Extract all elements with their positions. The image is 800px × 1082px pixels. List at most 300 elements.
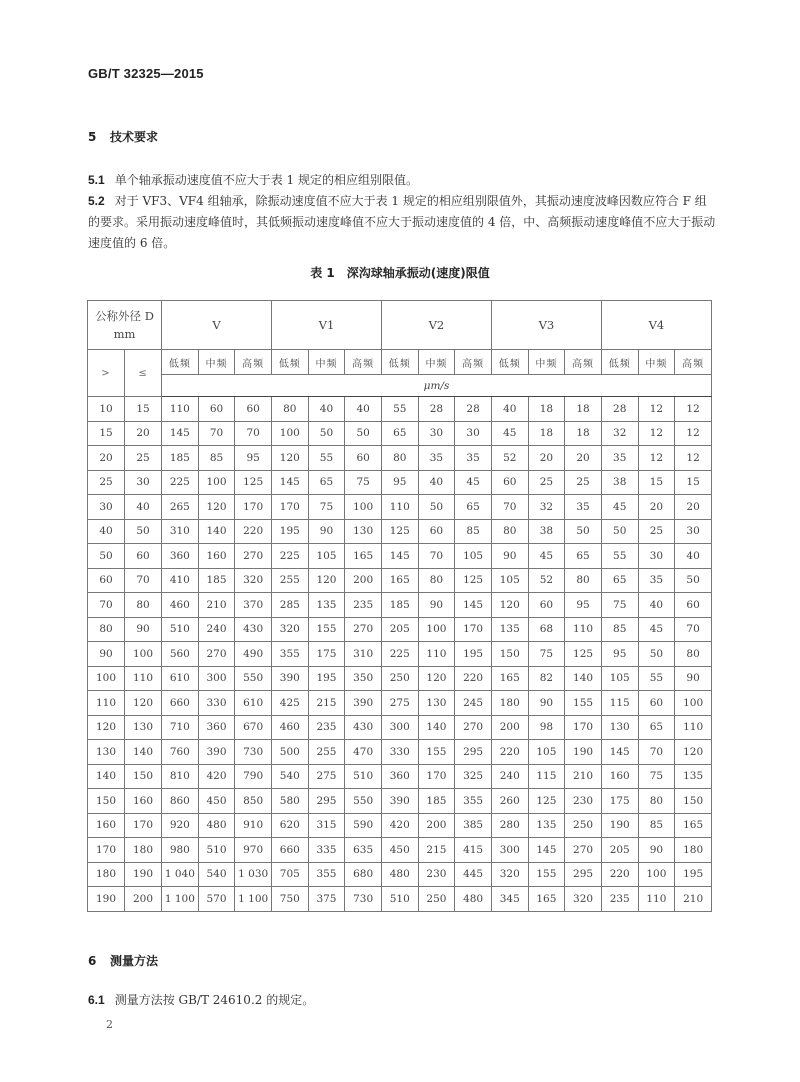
limit-value-cell: 235 bbox=[345, 593, 382, 618]
limit-value-cell: 275 bbox=[381, 691, 418, 716]
band-header: 低频 bbox=[491, 350, 528, 375]
limit-value-cell: 175 bbox=[601, 789, 638, 814]
limit-value-cell: 185 bbox=[418, 789, 455, 814]
limit-value-cell: 60 bbox=[638, 691, 675, 716]
limit-value-cell: 110 bbox=[565, 617, 602, 642]
standard-number: GB/T 32325—2015 bbox=[88, 66, 204, 81]
limit-value-cell: 12 bbox=[675, 446, 712, 471]
limit-value-cell: 315 bbox=[308, 813, 345, 838]
limit-value-cell: 210 bbox=[198, 593, 235, 618]
limit-value-cell: 90 bbox=[491, 544, 528, 569]
diameter-gt-cell: 40 bbox=[88, 519, 125, 544]
limit-value-cell: 265 bbox=[162, 495, 199, 520]
limit-value-cell: 155 bbox=[308, 617, 345, 642]
limit-value-cell: 450 bbox=[198, 789, 235, 814]
limit-value-cell: 75 bbox=[308, 495, 345, 520]
band-header: 高频 bbox=[345, 350, 382, 375]
limit-value-cell: 80 bbox=[638, 789, 675, 814]
limit-value-cell: 330 bbox=[198, 691, 235, 716]
limit-value-cell: 85 bbox=[198, 446, 235, 471]
limit-value-cell: 55 bbox=[381, 397, 418, 422]
limit-value-cell: 15 bbox=[638, 470, 675, 495]
limit-value-cell: 100 bbox=[638, 862, 675, 887]
limit-value-cell: 425 bbox=[271, 691, 308, 716]
group-header: V bbox=[162, 301, 272, 350]
limit-value-cell: 50 bbox=[565, 519, 602, 544]
limit-value-cell: 460 bbox=[271, 715, 308, 740]
limit-value-cell: 810 bbox=[162, 764, 199, 789]
diameter-le-cell: 15 bbox=[125, 397, 162, 422]
table-header-groups bbox=[88, 301, 712, 350]
limit-value-cell: 140 bbox=[418, 715, 455, 740]
limit-value-cell: 325 bbox=[455, 764, 492, 789]
limit-value-cell: 120 bbox=[675, 740, 712, 765]
limit-value-cell: 510 bbox=[345, 764, 382, 789]
limit-value-cell: 60 bbox=[675, 593, 712, 618]
limit-value-cell: 125 bbox=[528, 789, 565, 814]
clause-text: 对于 VF3、VF4 组轴承，除振动速度值不应大于表 1 规定的相应组别限值外，其振动速度波峰因数应符合 F 组的要求。采用振动速度峰值时，其低频振动速度峰值不应大于振动速度值的 4 倍，中、高频振动速度峰值不应大于振动速度值的 6 倍。 bbox=[88, 194, 716, 250]
diameter-gt-cell: 160 bbox=[88, 813, 125, 838]
table-row bbox=[88, 446, 712, 471]
limit-value-cell: 270 bbox=[345, 617, 382, 642]
limit-value-cell: 330 bbox=[381, 740, 418, 765]
table-row bbox=[88, 813, 712, 838]
limit-value-cell: 165 bbox=[381, 568, 418, 593]
limit-value-cell: 130 bbox=[345, 519, 382, 544]
limit-value-cell: 590 bbox=[345, 813, 382, 838]
table-row bbox=[88, 887, 712, 912]
limit-value-cell: 65 bbox=[601, 568, 638, 593]
limit-value-cell: 390 bbox=[345, 691, 382, 716]
limit-value-cell: 60 bbox=[235, 397, 272, 422]
limit-value-cell: 45 bbox=[601, 495, 638, 520]
limit-value-cell: 105 bbox=[308, 544, 345, 569]
limit-value-cell: 60 bbox=[198, 397, 235, 422]
limit-value-cell: 680 bbox=[345, 862, 382, 887]
less-or-equal-header: ≤ bbox=[125, 350, 162, 397]
limit-value-cell: 38 bbox=[528, 519, 565, 544]
section-number: 6 bbox=[88, 954, 97, 968]
limit-value-cell: 250 bbox=[565, 813, 602, 838]
limit-value-cell: 135 bbox=[308, 593, 345, 618]
band-header: 高频 bbox=[675, 350, 712, 375]
limit-value-cell: 32 bbox=[601, 421, 638, 446]
table-row bbox=[88, 691, 712, 716]
diameter-le-cell: 150 bbox=[125, 764, 162, 789]
limit-value-cell: 70 bbox=[198, 421, 235, 446]
limit-value-cell: 75 bbox=[638, 764, 675, 789]
limit-value-cell: 80 bbox=[675, 642, 712, 667]
diameter-gt-cell: 20 bbox=[88, 446, 125, 471]
limit-value-cell: 165 bbox=[491, 666, 528, 691]
limit-value-cell: 285 bbox=[271, 593, 308, 618]
diameter-le-cell: 110 bbox=[125, 666, 162, 691]
limit-value-cell: 790 bbox=[235, 764, 272, 789]
limit-value-cell: 215 bbox=[418, 838, 455, 863]
limit-value-cell: 135 bbox=[491, 617, 528, 642]
limit-value-cell: 260 bbox=[491, 789, 528, 814]
limit-value-cell: 225 bbox=[271, 544, 308, 569]
limit-value-cell: 18 bbox=[565, 421, 602, 446]
limit-value-cell: 145 bbox=[455, 593, 492, 618]
table-row bbox=[88, 642, 712, 667]
limit-value-cell: 390 bbox=[381, 789, 418, 814]
table-row bbox=[88, 862, 712, 887]
diameter-gt-cell: 50 bbox=[88, 544, 125, 569]
limit-value-cell: 920 bbox=[162, 813, 199, 838]
limit-value-cell: 80 bbox=[418, 568, 455, 593]
diameter-gt-cell: 25 bbox=[88, 470, 125, 495]
limit-value-cell: 60 bbox=[418, 519, 455, 544]
table-row bbox=[88, 838, 712, 863]
band-header: 中频 bbox=[638, 350, 675, 375]
diameter-le-cell: 120 bbox=[125, 691, 162, 716]
limit-value-cell: 55 bbox=[601, 544, 638, 569]
limit-value-cell: 110 bbox=[638, 887, 675, 912]
limit-value-cell: 760 bbox=[162, 740, 199, 765]
limit-value-cell: 25 bbox=[565, 470, 602, 495]
limit-value-cell: 710 bbox=[162, 715, 199, 740]
diameter-le-cell: 40 bbox=[125, 495, 162, 520]
limit-value-cell: 20 bbox=[528, 446, 565, 471]
limit-value-cell: 130 bbox=[418, 691, 455, 716]
limit-value-cell: 115 bbox=[528, 764, 565, 789]
limit-value-cell: 170 bbox=[271, 495, 308, 520]
limit-value-cell: 110 bbox=[162, 397, 199, 422]
limit-value-cell: 270 bbox=[565, 838, 602, 863]
limit-value-cell: 220 bbox=[491, 740, 528, 765]
limit-value-cell: 450 bbox=[381, 838, 418, 863]
limit-value-cell: 150 bbox=[675, 789, 712, 814]
limit-value-cell: 540 bbox=[198, 862, 235, 887]
diameter-le-cell: 180 bbox=[125, 838, 162, 863]
limit-value-cell: 705 bbox=[271, 862, 308, 887]
table-row bbox=[88, 666, 712, 691]
diameter-gt-cell: 110 bbox=[88, 691, 125, 716]
limit-value-cell: 85 bbox=[455, 519, 492, 544]
limit-value-cell: 52 bbox=[491, 446, 528, 471]
limit-value-cell: 270 bbox=[235, 544, 272, 569]
limit-value-cell: 75 bbox=[345, 470, 382, 495]
limit-value-cell: 170 bbox=[418, 764, 455, 789]
value-unit: μm/s bbox=[162, 375, 712, 397]
limit-value-cell: 375 bbox=[308, 887, 345, 912]
diameter-le-cell: 130 bbox=[125, 715, 162, 740]
clause-number: 5.1 bbox=[88, 173, 105, 187]
diameter-gt-cell: 100 bbox=[88, 666, 125, 691]
limit-value-cell: 40 bbox=[638, 593, 675, 618]
section-title: 测量方法 bbox=[110, 954, 159, 968]
band-header: 低频 bbox=[381, 350, 418, 375]
limit-value-cell: 660 bbox=[271, 838, 308, 863]
limit-value-cell: 25 bbox=[638, 519, 675, 544]
limit-value-cell: 215 bbox=[308, 691, 345, 716]
diameter-gt-cell: 90 bbox=[88, 642, 125, 667]
vibration-limits-table bbox=[87, 300, 712, 912]
limit-value-cell: 60 bbox=[345, 446, 382, 471]
limit-value-cell: 30 bbox=[455, 421, 492, 446]
limit-value-cell: 75 bbox=[528, 642, 565, 667]
limit-value-cell: 295 bbox=[565, 862, 602, 887]
limit-value-cell: 70 bbox=[491, 495, 528, 520]
limit-value-cell: 280 bbox=[491, 813, 528, 838]
limit-value-cell: 35 bbox=[565, 495, 602, 520]
limit-value-cell: 155 bbox=[528, 862, 565, 887]
limit-value-cell: 30 bbox=[638, 544, 675, 569]
band-header: 低频 bbox=[162, 350, 199, 375]
limit-value-cell: 200 bbox=[491, 715, 528, 740]
limit-value-cell: 1 030 bbox=[235, 862, 272, 887]
limit-value-cell: 75 bbox=[601, 593, 638, 618]
diameter-le-cell: 50 bbox=[125, 519, 162, 544]
band-header: 低频 bbox=[271, 350, 308, 375]
clause-number: 6.1 bbox=[88, 993, 105, 1007]
limit-value-cell: 95 bbox=[381, 470, 418, 495]
table-body bbox=[88, 397, 712, 912]
band-header: 高频 bbox=[455, 350, 492, 375]
table-row bbox=[88, 397, 712, 422]
limit-value-cell: 95 bbox=[601, 642, 638, 667]
limit-value-cell: 910 bbox=[235, 813, 272, 838]
limit-value-cell: 50 bbox=[601, 519, 638, 544]
limit-value-cell: 245 bbox=[455, 691, 492, 716]
limit-value-cell: 80 bbox=[565, 568, 602, 593]
table-row bbox=[88, 789, 712, 814]
limit-value-cell: 28 bbox=[601, 397, 638, 422]
diameter-gt-cell: 80 bbox=[88, 617, 125, 642]
limit-value-cell: 310 bbox=[162, 519, 199, 544]
limit-value-cell: 30 bbox=[418, 421, 455, 446]
diameter-gt-cell: 170 bbox=[88, 838, 125, 863]
limit-value-cell: 100 bbox=[198, 470, 235, 495]
limit-value-cell: 300 bbox=[198, 666, 235, 691]
diameter-gt-cell: 70 bbox=[88, 593, 125, 618]
limit-value-cell: 80 bbox=[381, 446, 418, 471]
limit-value-cell: 635 bbox=[345, 838, 382, 863]
diameter-le-cell: 140 bbox=[125, 740, 162, 765]
limit-value-cell: 68 bbox=[528, 617, 565, 642]
limit-value-cell: 15 bbox=[675, 470, 712, 495]
limit-value-cell: 355 bbox=[308, 862, 345, 887]
limit-value-cell: 145 bbox=[601, 740, 638, 765]
limit-value-cell: 20 bbox=[675, 495, 712, 520]
limit-value-cell: 160 bbox=[198, 544, 235, 569]
limit-value-cell: 190 bbox=[565, 740, 602, 765]
limit-value-cell: 610 bbox=[235, 691, 272, 716]
limit-value-cell: 125 bbox=[381, 519, 418, 544]
limit-value-cell: 135 bbox=[528, 813, 565, 838]
limit-value-cell: 45 bbox=[455, 470, 492, 495]
limit-value-cell: 300 bbox=[491, 838, 528, 863]
limit-value-cell: 255 bbox=[271, 568, 308, 593]
clause-text: 单个轴承振动速度值不应大于表 1 规定的相应组别限值。 bbox=[114, 173, 418, 187]
clause-5-1 bbox=[88, 170, 718, 191]
limit-value-cell: 28 bbox=[418, 397, 455, 422]
limit-value-cell: 430 bbox=[345, 715, 382, 740]
limit-value-cell: 510 bbox=[381, 887, 418, 912]
diameter-gt-cell: 190 bbox=[88, 887, 125, 912]
limit-value-cell: 750 bbox=[271, 887, 308, 912]
section-title: 技术要求 bbox=[110, 130, 159, 144]
limit-value-cell: 35 bbox=[455, 446, 492, 471]
group-header: V2 bbox=[381, 301, 491, 350]
limit-value-cell: 125 bbox=[455, 568, 492, 593]
limit-value-cell: 570 bbox=[198, 887, 235, 912]
diameter-unit: mm bbox=[113, 327, 136, 341]
limit-value-cell: 370 bbox=[235, 593, 272, 618]
limit-value-cell: 110 bbox=[675, 715, 712, 740]
limit-value-cell: 510 bbox=[162, 617, 199, 642]
limit-value-cell: 50 bbox=[638, 642, 675, 667]
table-row bbox=[88, 568, 712, 593]
limit-value-cell: 320 bbox=[271, 617, 308, 642]
limit-value-cell: 220 bbox=[455, 666, 492, 691]
limit-value-cell: 165 bbox=[345, 544, 382, 569]
limit-value-cell: 480 bbox=[455, 887, 492, 912]
limit-value-cell: 300 bbox=[381, 715, 418, 740]
band-header: 中频 bbox=[198, 350, 235, 375]
limit-value-cell: 65 bbox=[565, 544, 602, 569]
limit-value-cell: 205 bbox=[381, 617, 418, 642]
table-header-bands bbox=[88, 350, 712, 375]
limit-value-cell: 320 bbox=[491, 862, 528, 887]
limit-value-cell: 350 bbox=[345, 666, 382, 691]
limit-value-cell: 60 bbox=[528, 593, 565, 618]
limit-value-cell: 180 bbox=[675, 838, 712, 863]
limit-value-cell: 110 bbox=[381, 495, 418, 520]
section-6-heading bbox=[88, 952, 158, 969]
limit-value-cell: 65 bbox=[381, 421, 418, 446]
limit-value-cell: 560 bbox=[162, 642, 199, 667]
greater-than-header: > bbox=[88, 350, 125, 397]
band-header: 中频 bbox=[308, 350, 345, 375]
limit-value-cell: 390 bbox=[198, 740, 235, 765]
band-header: 中频 bbox=[418, 350, 455, 375]
limit-value-cell: 40 bbox=[308, 397, 345, 422]
table-row bbox=[88, 519, 712, 544]
diameter-gt-cell: 180 bbox=[88, 862, 125, 887]
limit-value-cell: 140 bbox=[565, 666, 602, 691]
limit-value-cell: 200 bbox=[345, 568, 382, 593]
diameter-le-cell: 90 bbox=[125, 617, 162, 642]
limit-value-cell: 50 bbox=[675, 568, 712, 593]
limit-value-cell: 65 bbox=[308, 470, 345, 495]
limit-value-cell: 40 bbox=[345, 397, 382, 422]
limit-value-cell: 18 bbox=[528, 397, 565, 422]
table-row bbox=[88, 764, 712, 789]
limit-value-cell: 12 bbox=[638, 421, 675, 446]
limit-value-cell: 195 bbox=[308, 666, 345, 691]
section-number: 5 bbox=[88, 130, 97, 144]
limit-value-cell: 430 bbox=[235, 617, 272, 642]
group-header: V4 bbox=[601, 301, 711, 350]
limit-value-cell: 295 bbox=[308, 789, 345, 814]
section-5-heading bbox=[88, 128, 158, 145]
diameter-le-cell: 80 bbox=[125, 593, 162, 618]
diameter-le-cell: 190 bbox=[125, 862, 162, 887]
limit-value-cell: 20 bbox=[565, 446, 602, 471]
limit-value-cell: 460 bbox=[162, 593, 199, 618]
clause-text: 测量方法按 GB/T 24610.2 的规定。 bbox=[114, 993, 315, 1007]
diameter-le-cell: 30 bbox=[125, 470, 162, 495]
limit-value-cell: 145 bbox=[162, 421, 199, 446]
limit-value-cell: 860 bbox=[162, 789, 199, 814]
limit-value-cell: 445 bbox=[455, 862, 492, 887]
limit-value-cell: 155 bbox=[565, 691, 602, 716]
limit-value-cell: 170 bbox=[235, 495, 272, 520]
limit-value-cell: 55 bbox=[308, 446, 345, 471]
band-header: 低频 bbox=[601, 350, 638, 375]
limit-value-cell: 52 bbox=[528, 568, 565, 593]
diameter-gt-cell: 130 bbox=[88, 740, 125, 765]
limit-value-cell: 360 bbox=[381, 764, 418, 789]
limit-value-cell: 18 bbox=[528, 421, 565, 446]
limit-value-cell: 12 bbox=[638, 446, 675, 471]
limit-value-cell: 80 bbox=[491, 519, 528, 544]
limit-value-cell: 120 bbox=[418, 666, 455, 691]
limit-value-cell: 155 bbox=[418, 740, 455, 765]
table-row bbox=[88, 421, 712, 446]
limit-value-cell: 120 bbox=[198, 495, 235, 520]
limit-value-cell: 390 bbox=[271, 666, 308, 691]
limit-value-cell: 360 bbox=[198, 715, 235, 740]
limit-value-cell: 45 bbox=[491, 421, 528, 446]
limit-value-cell: 165 bbox=[528, 887, 565, 912]
limit-value-cell: 110 bbox=[418, 642, 455, 667]
limit-value-cell: 45 bbox=[528, 544, 565, 569]
limit-value-cell: 160 bbox=[601, 764, 638, 789]
table-row bbox=[88, 740, 712, 765]
limit-value-cell: 190 bbox=[601, 813, 638, 838]
limit-value-cell: 225 bbox=[162, 470, 199, 495]
table-row bbox=[88, 715, 712, 740]
limit-value-cell: 25 bbox=[528, 470, 565, 495]
table-row bbox=[88, 544, 712, 569]
limit-value-cell: 730 bbox=[235, 740, 272, 765]
limit-value-cell: 70 bbox=[675, 617, 712, 642]
limit-value-cell: 345 bbox=[491, 887, 528, 912]
diameter-gt-cell: 10 bbox=[88, 397, 125, 422]
limit-value-cell: 90 bbox=[675, 666, 712, 691]
limit-value-cell: 355 bbox=[271, 642, 308, 667]
limit-value-cell: 255 bbox=[308, 740, 345, 765]
limit-value-cell: 230 bbox=[565, 789, 602, 814]
limit-value-cell: 415 bbox=[455, 838, 492, 863]
diameter-header bbox=[88, 301, 162, 350]
limit-value-cell: 185 bbox=[162, 446, 199, 471]
limit-value-cell: 40 bbox=[491, 397, 528, 422]
limit-value-cell: 200 bbox=[418, 813, 455, 838]
limit-value-cell: 230 bbox=[418, 862, 455, 887]
table-header-unit bbox=[88, 375, 712, 397]
diameter-le-cell: 60 bbox=[125, 544, 162, 569]
limit-value-cell: 80 bbox=[271, 397, 308, 422]
limit-value-cell: 90 bbox=[638, 838, 675, 863]
band-header: 高频 bbox=[235, 350, 272, 375]
limit-value-cell: 170 bbox=[565, 715, 602, 740]
limit-value-cell: 90 bbox=[528, 691, 565, 716]
limit-value-cell: 195 bbox=[271, 519, 308, 544]
table-row bbox=[88, 617, 712, 642]
table-row bbox=[88, 470, 712, 495]
limit-value-cell: 105 bbox=[491, 568, 528, 593]
limit-value-cell: 480 bbox=[381, 862, 418, 887]
limit-value-cell: 550 bbox=[235, 666, 272, 691]
diameter-le-cell: 170 bbox=[125, 813, 162, 838]
limit-value-cell: 295 bbox=[455, 740, 492, 765]
limit-value-cell: 35 bbox=[418, 446, 455, 471]
limit-value-cell: 660 bbox=[162, 691, 199, 716]
